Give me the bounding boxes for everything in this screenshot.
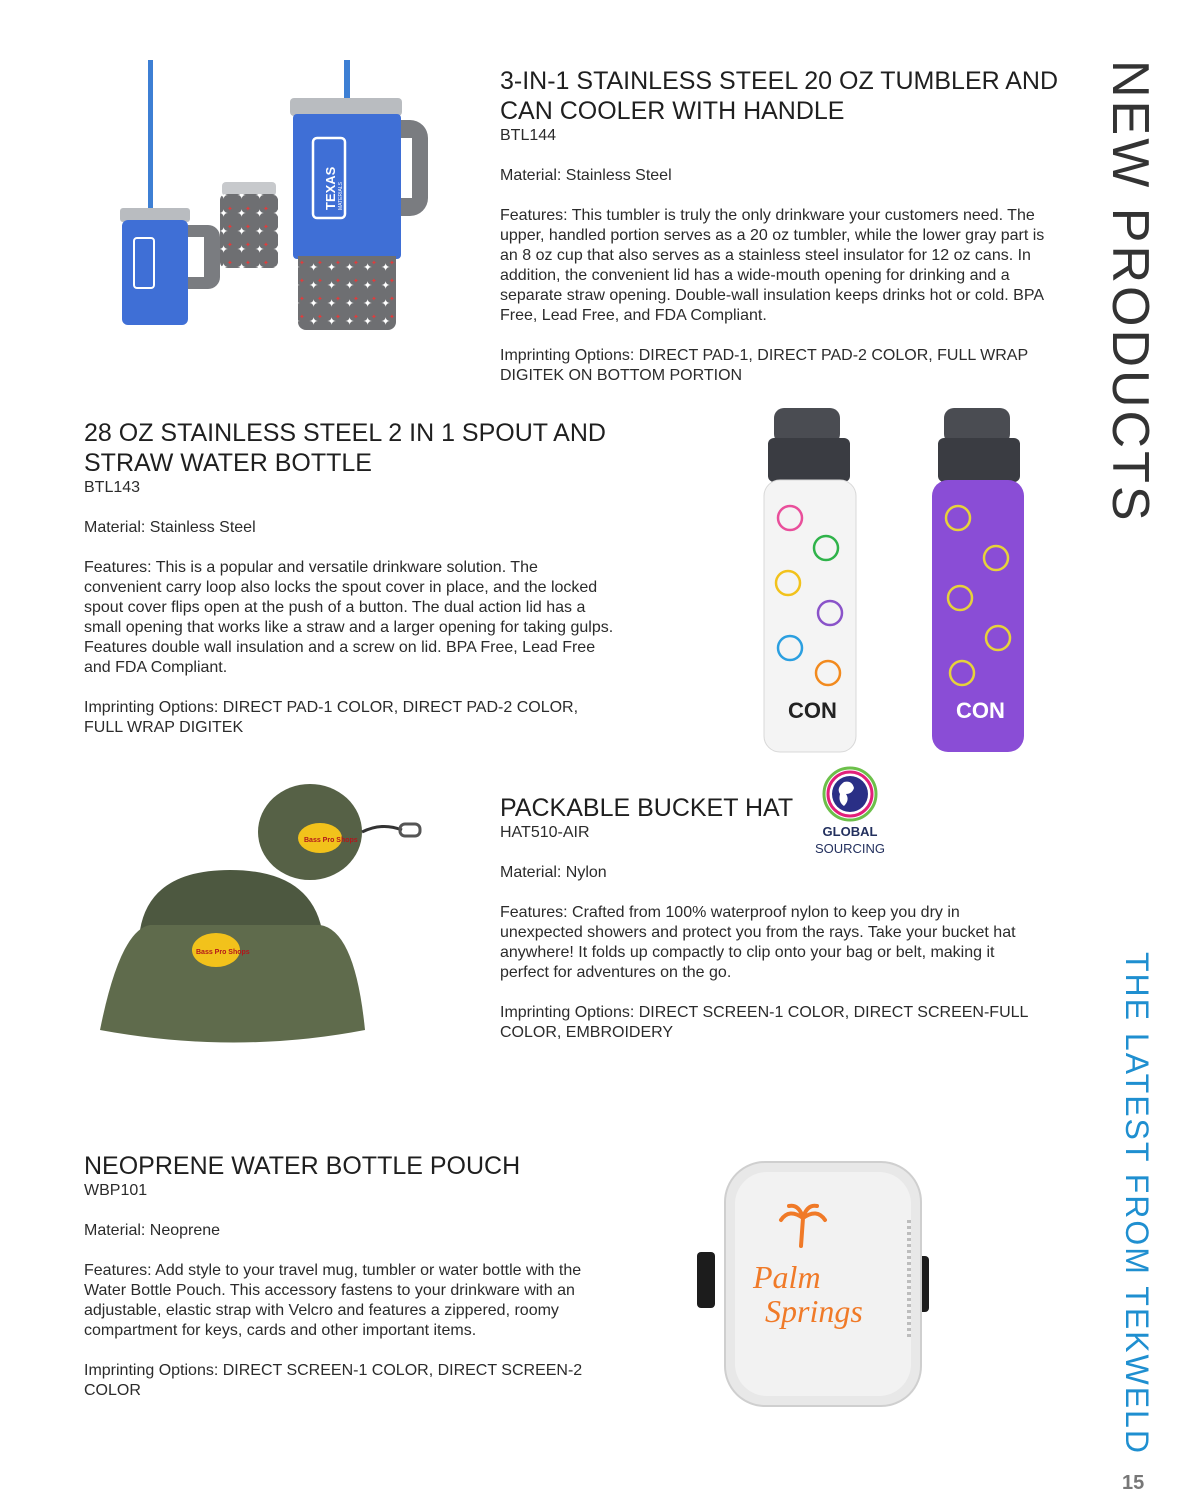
tumbler-product-image	[108, 60, 438, 335]
product-material: Material: Stainless Steel	[500, 167, 672, 184]
product-tumbler	[500, 66, 1060, 386]
bucket-hat-product-image	[100, 780, 445, 1055]
product-title: PACKABLE BUCKET HAT	[500, 794, 794, 822]
product-imprinting: Imprinting Options: DIRECT SCREEN-1 COLOR, DIRECT SCREEN-2 COLOR	[84, 1362, 583, 1399]
tumbler-brand-text: TEXAS	[323, 166, 338, 210]
global-sourcing-badge	[808, 766, 894, 858]
product-features: Features: Add style to your travel mug, tumbler or water bottle with the Water Bottle Pouch. This accessory fastens to your drinkware with an adjustable, elastic strap with Velcro and features a zippered, roomy compartment for keys, cards and other important items.	[84, 1262, 582, 1339]
product-sku: HAT510-AIR	[500, 824, 590, 841]
hat-logo: Bass Pro Shops	[196, 949, 250, 956]
product-title: NEOPRENE WATER BOTTLE POUCH	[84, 1152, 521, 1180]
product-title: 3-IN-1 STAINLESS STEEL 20 OZ TUMBLER AND CAN COOLER WITH HANDLE	[500, 67, 1059, 125]
section-title: NEW PRODUCTS	[1101, 60, 1159, 524]
product-imprinting: Imprinting Options: DIRECT SCREEN-1 COLOR, DIRECT SCREEN-FULL COLOR, EMBROIDERY	[500, 1004, 1028, 1041]
product-features: Features: This tumbler is truly the only drinkware your customers need. The upper, handled portion serves as a 20 oz tumbler, while the lower gray part is an 8 oz cup that also serves as a stainless steel insulator for 12 oz cans. In addition, the convenient lid has a wide-mouth opening for drinking and a separate straw opening. Double-wall insulation keeps drinks hot or cold. BPA Free, Lead Free, and FDA Compliant.	[500, 207, 1045, 324]
bottle-logo-white: CON	[788, 698, 837, 723]
product-features: Features: Crafted from 100% waterproof nylon to keep you dry in unexpected showers and protect you from the rays. Take your bucket hat anywhere! It folds up compactly to clip onto your bag or belt, making it perfect for adventures on the go.	[500, 904, 1016, 981]
product-title: 28 OZ STAINLESS STEEL 2 IN 1 SPOUT AND STRAW WATER BOTTLE	[84, 419, 606, 477]
product-imprinting: Imprinting Options: DIRECT PAD-1 COLOR, DIRECT PAD-2 COLOR, FULL WRAP DIGITEK	[84, 699, 579, 736]
section-subtitle: THE LATEST FROM TEKWELD	[1119, 952, 1155, 1455]
product-material: Material: Nylon	[500, 864, 607, 881]
hat-pouch-logo: Bass Pro Shops	[304, 837, 358, 844]
product-material: Material: Neoprene	[84, 1222, 221, 1239]
page-number: 15	[1122, 1472, 1145, 1494]
pouch-logo-line1: Palm	[753, 1259, 821, 1295]
tumbler-brand-subtext: MATERIALS	[338, 182, 344, 210]
product-sku: BTL143	[84, 479, 141, 496]
product-sku: BTL144	[500, 127, 557, 144]
product-bucket-hat	[500, 793, 1040, 1043]
badge-line2: SOURCING	[814, 841, 886, 856]
product-sku: WBP101	[84, 1182, 148, 1199]
water-bottle-product-image	[760, 408, 1030, 753]
neoprene-pouch-product-image	[695, 1160, 935, 1410]
badge-line1: GLOBAL	[822, 824, 878, 839]
product-features: Features: This is a popular and versatile drinkware solution. The convenient carry loop also locks the spout cover in place, and the locked spout cover flips open at the push of a button. The dual action lid has a small opening that works like a straw and a larger opening for taking gulps. Features double wall insulation and a screw on lid. BPA Free, Lead Free and FDA Compliant.	[84, 559, 614, 676]
pouch-logo-line2: Springs	[765, 1293, 863, 1329]
bottle-logo-purple: CON	[956, 698, 1005, 723]
product-water-bottle	[84, 418, 614, 738]
product-neoprene-pouch	[84, 1151, 614, 1401]
product-imprinting: Imprinting Options: DIRECT PAD-1, DIRECT PAD-2 COLOR, FULL WRAP DIGITEK ON BOTTOM PORTION	[500, 347, 1028, 384]
product-material: Material: Stainless Steel	[84, 519, 256, 536]
